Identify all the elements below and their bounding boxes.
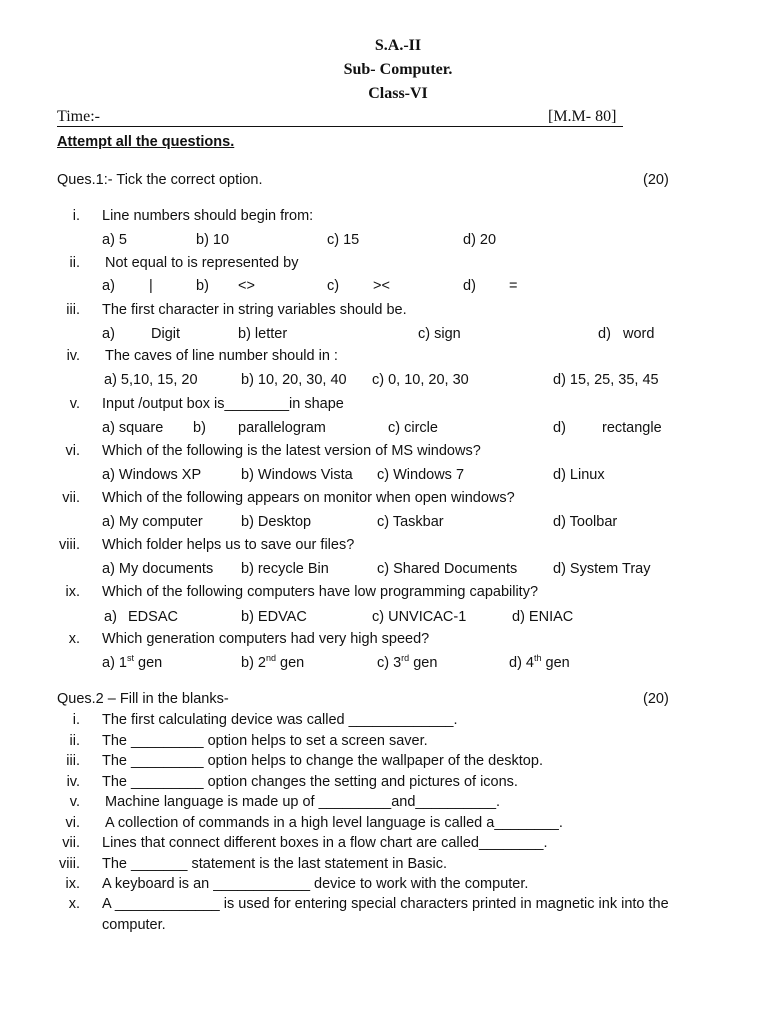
option-a: a) square	[102, 420, 164, 436]
q2-blank-statement: Machine language is made up of _________and__________.	[105, 794, 501, 810]
q2-item-number: ii.	[69, 733, 80, 749]
q2-item-number: iv.	[66, 774, 80, 790]
option-d: d) System Tray	[553, 561, 651, 577]
q2-marks: (20)	[643, 691, 669, 707]
option-a: a) 1st gen	[102, 653, 163, 671]
option-c: c) 0, 10, 20, 30	[372, 372, 469, 388]
option-d: d) ENIAC	[512, 609, 574, 625]
q2-blank-statement: The _________ option helps to change the wallpaper of the desktop.	[102, 753, 543, 769]
option-d: d) 20	[463, 232, 497, 248]
option-b: b) EDVAC	[241, 609, 307, 625]
instruction: Attempt all the questions.	[57, 134, 235, 150]
q1-question: Which folder helps us to save our files?	[102, 537, 355, 553]
option-d-value: =	[509, 278, 518, 294]
option-b: b) recycle Bin	[241, 561, 329, 577]
option-d: d)	[598, 326, 611, 342]
q1-question: Which generation computers had very high speed?	[102, 631, 430, 647]
option-a: a) 5	[102, 232, 127, 248]
class-line: Class-VI	[368, 85, 428, 102]
q2-blank-statement: The _______ statement is the last statement in Basic.	[102, 856, 447, 872]
q2-item-number: vi.	[65, 815, 80, 831]
q2-blank-statement-continued: computer.	[102, 917, 166, 933]
option-d: d)	[553, 420, 566, 436]
option-d: d) 4th gen	[509, 653, 570, 671]
header-rule	[57, 126, 623, 127]
option-b: b)	[193, 420, 206, 436]
q1-item-number: viii.	[59, 537, 80, 553]
option-a: a) My documents	[102, 561, 214, 577]
option-c: c) Taskbar	[377, 514, 444, 530]
q1-marks: (20)	[643, 172, 669, 188]
option-a: a) My computer	[102, 514, 203, 530]
q1-question: The first character in string variables should be.	[102, 302, 407, 318]
option-a: a)	[104, 609, 117, 625]
option-c: c) Shared Documents	[377, 561, 518, 577]
q2-blank-statement: The _________ option changes the setting and pictures of icons.	[102, 774, 518, 790]
option-d: d) 15, 25, 35, 45	[553, 372, 659, 388]
option-d-value: rectangle	[602, 420, 662, 436]
option-a-value: Digit	[151, 326, 181, 342]
option-a: a) Windows XP	[102, 467, 202, 483]
q1-item-number: v.	[69, 396, 80, 412]
q2-blank-statement: A collection of commands in a high level language is called a________.	[105, 815, 563, 831]
option-b: b) 2nd gen	[241, 653, 305, 671]
option-c-value: ><	[373, 278, 390, 294]
option-d-value: word	[623, 326, 655, 342]
option-b: b) Windows Vista	[241, 467, 353, 483]
q1-item-number: iii.	[66, 302, 80, 318]
q1-question: Which of the following is the latest version of MS windows?	[102, 443, 481, 459]
q2-blank-statement: A keyboard is an ____________ device to work with the computer.	[102, 876, 529, 892]
q2-item-number: vii.	[62, 835, 80, 851]
q1-question: Input /output box is________in shape	[102, 396, 344, 412]
q1-item-number: i.	[72, 208, 80, 224]
option-c: c)	[327, 278, 340, 294]
option-b: b) letter	[238, 326, 288, 342]
q1-title: Ques.1:- Tick the correct option.	[57, 172, 263, 188]
option-c: c) 3rd gen	[377, 653, 438, 671]
q1-question: Which of the following appears on monitor when open windows?	[102, 490, 515, 506]
q2-item-number: viii.	[59, 856, 80, 872]
q2-blank-statement: The _________ option helps to set a screen saver.	[102, 733, 428, 749]
option-d: d) Toolbar	[553, 514, 618, 530]
q1-item-number: ix.	[65, 584, 80, 600]
q2-item-number: ix.	[65, 876, 80, 892]
q1-item-number: vii.	[62, 490, 80, 506]
option-a: a) 5,10, 15, 20	[104, 372, 198, 388]
option-c: c) Windows 7	[377, 467, 465, 483]
option-b: b) 10	[196, 232, 230, 248]
option-c: c) 15	[327, 232, 360, 248]
option-b: b) 10, 20, 30, 40	[241, 372, 347, 388]
q2-item-number: iii.	[66, 753, 80, 769]
q2-blank-statement: Lines that connect different boxes in a flow chart are called________.	[102, 835, 548, 851]
q1-question: Not equal to is represented by	[105, 255, 299, 271]
max-marks: [M.M- 80]	[548, 108, 617, 125]
q2-blank-statement: A _____________ is used for entering special characters printed in magnetic ink into the	[102, 896, 669, 912]
option-a: a)	[102, 326, 115, 342]
option-a-value: EDSAC	[128, 609, 178, 625]
q2-blank-statement: The first calculating device was called _____________.	[102, 712, 458, 728]
q1-item-number: vi.	[65, 443, 80, 459]
option-d: d)	[463, 278, 476, 294]
q2-item-number: x.	[68, 896, 80, 912]
option-b: b)	[196, 278, 209, 294]
q2-item-number: v.	[69, 794, 80, 810]
q1-question: The caves of line number should in :	[105, 348, 338, 364]
exam-title: S.A.-II	[374, 37, 422, 54]
q1-question: Line numbers should begin from:	[102, 208, 314, 224]
q1-question: Which of the following computers have low programming capability?	[102, 584, 539, 600]
option-c: c) circle	[388, 420, 438, 436]
q1-item-number: ii.	[69, 255, 80, 271]
option-c: c) sign	[418, 326, 461, 342]
option-c: c) UNVICAC-1	[372, 609, 467, 625]
option-d: d) Linux	[553, 467, 605, 483]
option-b-value: parallelogram	[238, 420, 326, 436]
subject-line: Sub- Computer.	[343, 61, 453, 78]
q1-item-number: iv.	[66, 348, 80, 364]
option-a-value: |	[149, 278, 153, 294]
option-b: b) Desktop	[241, 514, 312, 530]
option-b-value: <>	[238, 278, 255, 294]
time-label: Time:-	[57, 108, 100, 125]
q2-item-number: i.	[72, 712, 80, 728]
q2-title: Ques.2 – Fill in the blanks-	[57, 691, 229, 707]
q1-item-number: x.	[68, 631, 80, 647]
option-a: a)	[102, 278, 115, 294]
